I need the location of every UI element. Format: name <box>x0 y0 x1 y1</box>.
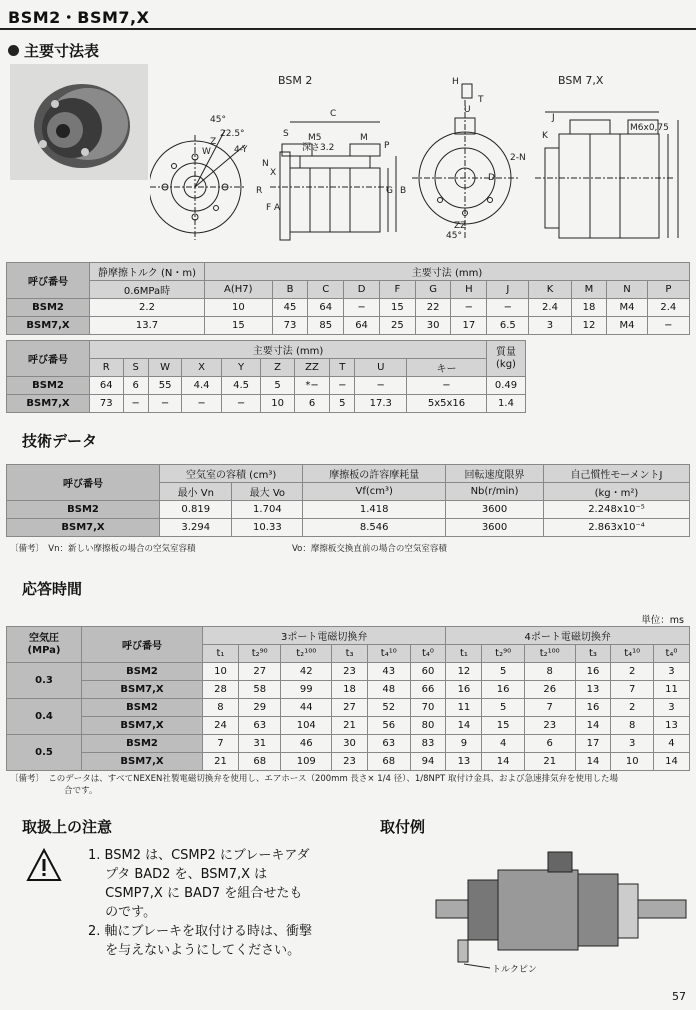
cell: − <box>355 377 407 395</box>
col-header: t₄¹⁰ <box>368 645 410 663</box>
dimensions-table-2 <box>6 340 526 413</box>
col-header: t₂⁹⁰ <box>238 645 280 663</box>
col-header: t₂⁹⁰ <box>482 645 524 663</box>
cell: 9 <box>446 735 482 753</box>
cell: 14 <box>653 753 689 771</box>
svg-text:M: M <box>360 133 368 143</box>
cell: 22 <box>415 299 451 317</box>
cell: 7 <box>611 681 653 699</box>
speed-header: 回転速度限界 <box>446 465 544 483</box>
model-header: 呼び番号 <box>7 263 90 299</box>
cell: 5 <box>482 663 524 681</box>
dimension-drawing <box>150 60 690 258</box>
cell: 1.4 <box>487 395 526 413</box>
cell: 7 <box>203 735 239 753</box>
cell: − <box>451 299 487 317</box>
page-title: BSM2・BSM7,X <box>8 8 150 27</box>
cell: 3 <box>529 317 571 335</box>
min-header: 最小 Vn <box>160 483 232 501</box>
row-model: BSM2 <box>82 663 203 681</box>
cell: 15 <box>482 717 524 735</box>
max-header: 最大 Vo <box>232 483 303 501</box>
cell: 16 <box>482 681 524 699</box>
svg-text:N: N <box>262 159 269 169</box>
svg-text:D: D <box>488 173 495 183</box>
cell: 10 <box>611 753 653 771</box>
cell: 58 <box>238 681 280 699</box>
cell: 3 <box>611 735 653 753</box>
cell: − <box>123 395 148 413</box>
cell: 4.5 <box>221 377 261 395</box>
table-row <box>7 735 690 753</box>
col-header: N <box>607 281 647 299</box>
cell: 14 <box>575 753 611 771</box>
mounting-heading: 取付例 <box>380 818 426 836</box>
mass-header: 質量 (kg) <box>487 341 526 377</box>
col-header: A(H7) <box>205 281 273 299</box>
cell: 99 <box>281 681 332 699</box>
cell: 29 <box>238 699 280 717</box>
response-heading: 応答時間 <box>22 580 83 598</box>
col-header: t₁ <box>203 645 239 663</box>
svg-text:Z: Z <box>210 137 217 147</box>
cell: 24 <box>203 717 239 735</box>
cell: 13 <box>446 753 482 771</box>
cell: − <box>344 299 380 317</box>
cell: 17.3 <box>355 395 407 413</box>
col-header: t₄⁰ <box>653 645 689 663</box>
col-header: R <box>90 359 124 377</box>
inertia-unit: (kg・m²) <box>543 483 689 501</box>
air-volume-header: 空気室の容積 (cm³) <box>160 465 303 483</box>
cell: 14 <box>446 717 482 735</box>
cell: 60 <box>410 663 446 681</box>
cell: − <box>487 299 529 317</box>
col-header: D <box>344 281 380 299</box>
svg-text:T: T <box>478 95 484 105</box>
col-header: t₄¹⁰ <box>611 645 653 663</box>
cell: 30 <box>415 317 451 335</box>
row-model: BSM2 <box>82 699 203 717</box>
table-row <box>7 395 526 413</box>
inertia-header: 自己慣性モーメントJ <box>543 465 689 483</box>
cell: 44 <box>281 699 332 717</box>
cell: 3.294 <box>160 519 232 537</box>
cell: 42 <box>281 663 332 681</box>
cell: 5 <box>261 377 295 395</box>
cell: 5 <box>482 699 524 717</box>
cell: 27 <box>238 663 280 681</box>
col-header: P <box>647 281 689 299</box>
row-model: BSM2 <box>7 299 90 317</box>
cell: 6 <box>294 395 329 413</box>
col-header: M <box>571 281 607 299</box>
cell: 48 <box>368 681 410 699</box>
row-model: BSM7,X <box>82 681 203 699</box>
cell: 68 <box>238 753 280 771</box>
col-header: t₂¹⁰⁰ <box>281 645 332 663</box>
col-header: t₁ <box>446 645 482 663</box>
cell: 52 <box>368 699 410 717</box>
response-note-2: 合です。 <box>64 786 98 796</box>
svg-text:U: U <box>464 105 471 115</box>
torque-pin-label: トルクピン <box>492 962 537 975</box>
col-header: キー <box>407 359 487 377</box>
cell: 83 <box>410 735 446 753</box>
pressure-cell: 0.5 <box>7 735 82 771</box>
svg-text:A: A <box>274 203 281 213</box>
model-header: 呼び番号 <box>7 341 90 377</box>
cell: 64 <box>90 377 124 395</box>
cell: 2.2 <box>90 299 205 317</box>
cell: 13 <box>575 681 611 699</box>
cell: 2.248x10⁻⁵ <box>543 501 689 519</box>
row-model: BSM7,X <box>82 753 203 771</box>
svg-text:W: W <box>202 147 211 157</box>
svg-text:C: C <box>330 109 337 119</box>
cell: 15 <box>205 317 273 335</box>
table-row <box>7 519 690 537</box>
cell: 16 <box>575 699 611 717</box>
svg-text:G: G <box>386 186 393 196</box>
cell: 45 <box>272 299 308 317</box>
svg-text:S: S <box>283 129 289 139</box>
cell: 30 <box>332 735 368 753</box>
col-header: W <box>148 359 182 377</box>
cell: 13 <box>653 717 689 735</box>
col-header: J <box>487 281 529 299</box>
cell: 4 <box>482 735 524 753</box>
svg-text:4-Y: 4-Y <box>234 145 248 155</box>
col-header: K <box>529 281 571 299</box>
cell: 28 <box>203 681 239 699</box>
col-header: F <box>379 281 415 299</box>
svg-text:P: P <box>384 141 390 151</box>
col-header: B <box>272 281 308 299</box>
table-row <box>7 317 690 335</box>
torque-subheader: 0.6MPa時 <box>90 281 205 299</box>
cell: 94 <box>410 753 446 771</box>
row-model: BSM7,X <box>7 317 90 335</box>
cell: 5x5x16 <box>407 395 487 413</box>
cell: 55 <box>148 377 182 395</box>
row-model: BSM7,X <box>7 519 160 537</box>
cell: 10 <box>203 663 239 681</box>
cell: 1.704 <box>232 501 303 519</box>
cell: 64 <box>308 299 344 317</box>
cell: − <box>407 377 487 395</box>
svg-text:X: X <box>270 168 277 178</box>
svg-text:45°: 45° <box>210 115 226 125</box>
cell: 3 <box>653 663 689 681</box>
dimensions-table-1 <box>6 262 690 335</box>
table-row <box>7 299 690 317</box>
col-header: U <box>355 359 407 377</box>
response-table <box>6 626 690 771</box>
cell: 68 <box>368 753 410 771</box>
col-header: t₃ <box>332 645 368 663</box>
cell: 11 <box>446 699 482 717</box>
svg-text:M5: M5 <box>308 133 322 143</box>
cell: 16 <box>575 663 611 681</box>
torque-header: 静摩擦トルク (N・m) <box>90 263 205 281</box>
col-header: T <box>330 359 355 377</box>
cell: 25 <box>379 317 415 335</box>
cell: 0.819 <box>160 501 232 519</box>
response-note-1: 〔備考〕 このデータは、すべてNEXEN社製電磁切換弁を使用し、エアホース（200mm 長さ× 1/4 径）、1/8NPT 取付け金具、および急速排気弁を使用した場 <box>10 774 618 784</box>
tech-table <box>6 464 690 537</box>
caution-line: を与えないようにしてください。 <box>88 943 301 958</box>
svg-text:45°: 45° <box>446 231 462 241</box>
col-header: t₃ <box>575 645 611 663</box>
svg-text:B: B <box>400 186 407 196</box>
col-header: S <box>123 359 148 377</box>
product-photo <box>10 64 148 180</box>
cell: M4 <box>607 299 647 317</box>
cell: 8 <box>203 699 239 717</box>
col-header: Y <box>221 359 261 377</box>
cell: M4 <box>607 317 647 335</box>
cell: 3 <box>653 699 689 717</box>
model-header: 呼び番号 <box>82 627 203 663</box>
caution-line: のです。 <box>88 905 157 920</box>
cell: 16 <box>446 681 482 699</box>
cell: 80 <box>410 717 446 735</box>
cell: 23 <box>332 663 368 681</box>
model-header: 呼び番号 <box>7 465 160 501</box>
cell: 14 <box>575 717 611 735</box>
cell: 21 <box>524 753 575 771</box>
pressure-cell: 0.3 <box>7 663 82 699</box>
bullet-icon <box>8 45 19 56</box>
cell: 0.49 <box>487 377 526 395</box>
mounting-illustration <box>428 840 690 985</box>
dims-header: 主要寸法 (mm) <box>90 341 487 359</box>
table-row <box>7 681 690 699</box>
cell: 73 <box>90 395 124 413</box>
dimensions-title: 主要寸法表 <box>24 42 100 60</box>
svg-text:22.5°: 22.5° <box>220 129 245 139</box>
row-model: BSM2 <box>7 501 160 519</box>
cell: 15 <box>379 299 415 317</box>
table-row <box>7 663 690 681</box>
table-row <box>7 377 526 395</box>
table-row <box>7 501 690 519</box>
dims-header: 主要寸法 (mm) <box>205 263 690 281</box>
cell: 56 <box>368 717 410 735</box>
bsm7x-drawing-title: BSM 7,X <box>558 74 604 87</box>
cell: 8.546 <box>303 519 446 537</box>
cell: 12 <box>571 317 607 335</box>
col-header: t₄⁰ <box>410 645 446 663</box>
cell: 2 <box>611 699 653 717</box>
cell: 10 <box>261 395 295 413</box>
speed-unit: Nb(r/min) <box>446 483 544 501</box>
wear-unit: Vf(cm³) <box>303 483 446 501</box>
dimensions-heading <box>8 40 99 61</box>
svg-text:F: F <box>266 203 272 213</box>
response-unit: 単位：ms <box>641 615 684 626</box>
col-header: Z <box>261 359 295 377</box>
cell: 13.7 <box>90 317 205 335</box>
svg-text:ZZ: ZZ <box>454 221 467 231</box>
cell: 6 <box>524 735 575 753</box>
cell: 12 <box>446 663 482 681</box>
cell: 23 <box>332 753 368 771</box>
cell: − <box>647 317 689 335</box>
tech-note-right: Vo：摩擦板交換直前の場合の空気室容積 <box>292 544 447 554</box>
pressure-header: 空気圧 (MPa) <box>7 627 82 663</box>
cell: 2.863x10⁻⁴ <box>543 519 689 537</box>
cell: − <box>182 395 222 413</box>
cell: 2.4 <box>647 299 689 317</box>
cell: 104 <box>281 717 332 735</box>
row-model: BSM2 <box>7 377 90 395</box>
warning-icon <box>26 848 62 882</box>
svg-text:M6x0,75: M6x0,75 <box>630 123 669 133</box>
valve4-header: 4ポート電磁切換弁 <box>446 627 690 645</box>
cell: 2 <box>611 663 653 681</box>
cell: 21 <box>203 753 239 771</box>
cell: 31 <box>238 735 280 753</box>
caution-line: 1. BSM2 は、CSMP2 にブレーキアダ <box>88 848 310 863</box>
cell: 3600 <box>446 501 544 519</box>
col-header: H <box>451 281 487 299</box>
svg-text:H: H <box>452 77 459 87</box>
valve3-header: 3ポート電磁切換弁 <box>203 627 446 645</box>
cell: 6.5 <box>487 317 529 335</box>
header-bar <box>0 0 696 30</box>
caution-line: 2. 軸にブレーキを取付ける時は、衝撃 <box>88 924 313 939</box>
wear-header: 摩擦板の許容摩耗量 <box>303 465 446 483</box>
caution-heading: 取扱上の注意 <box>22 818 113 836</box>
tech-note-left: 〔備考〕 Vn：新しい摩擦板の場合の空気室容積 <box>10 544 196 554</box>
cell: 26 <box>524 681 575 699</box>
cell: 17 <box>575 735 611 753</box>
cell: 14 <box>482 753 524 771</box>
cell: 63 <box>368 735 410 753</box>
cell: 8 <box>611 717 653 735</box>
cell: 109 <box>281 753 332 771</box>
cell: 4 <box>653 735 689 753</box>
svg-text:深さ3.2: 深さ3.2 <box>302 143 335 153</box>
cell: 4.4 <box>182 377 222 395</box>
cell: 23 <box>524 717 575 735</box>
cell: − <box>221 395 261 413</box>
cell: 10 <box>205 299 273 317</box>
cell: 70 <box>410 699 446 717</box>
tech-heading: 技術データ <box>22 432 98 450</box>
table-row <box>7 699 690 717</box>
cell: 3600 <box>446 519 544 537</box>
row-model: BSM7,X <box>7 395 90 413</box>
cell: 27 <box>332 699 368 717</box>
col-header: t₂¹⁰⁰ <box>524 645 575 663</box>
bsm2-drawing-title: BSM 2 <box>278 74 313 87</box>
cell: 18 <box>571 299 607 317</box>
cell: 7 <box>524 699 575 717</box>
svg-text:2-N: 2-N <box>510 153 526 163</box>
cell: − <box>330 377 355 395</box>
cell: 6 <box>123 377 148 395</box>
cell: 1.418 <box>303 501 446 519</box>
col-header: C <box>308 281 344 299</box>
svg-text:R: R <box>256 186 263 196</box>
col-header: G <box>415 281 451 299</box>
cell: 10.33 <box>232 519 303 537</box>
cell: 66 <box>410 681 446 699</box>
pressure-cell: 0.4 <box>7 699 82 735</box>
cell: 46 <box>281 735 332 753</box>
svg-text:K: K <box>542 131 548 141</box>
cell: 85 <box>308 317 344 335</box>
row-model: BSM2 <box>82 735 203 753</box>
cell: *− <box>294 377 329 395</box>
cell: 64 <box>344 317 380 335</box>
cell: 8 <box>524 663 575 681</box>
col-header: X <box>182 359 222 377</box>
cell: 21 <box>332 717 368 735</box>
table-row <box>7 717 690 735</box>
row-model: BSM7,X <box>82 717 203 735</box>
cell: 73 <box>272 317 308 335</box>
cell: − <box>148 395 182 413</box>
svg-text:J: J <box>552 113 555 123</box>
col-header: ZZ <box>294 359 329 377</box>
cell: 43 <box>368 663 410 681</box>
caution-line: プタ BAD2 を、BSM7,X は <box>88 867 268 882</box>
caution-line: CSMP7,X に BAD7 を組合せたも <box>88 886 303 901</box>
cell: 18 <box>332 681 368 699</box>
cell: 17 <box>451 317 487 335</box>
cell: 11 <box>653 681 689 699</box>
page-number: 57 <box>672 990 686 1003</box>
table-row <box>7 753 690 771</box>
cell: 63 <box>238 717 280 735</box>
cell: 2.4 <box>529 299 571 317</box>
cell: 5 <box>330 395 355 413</box>
